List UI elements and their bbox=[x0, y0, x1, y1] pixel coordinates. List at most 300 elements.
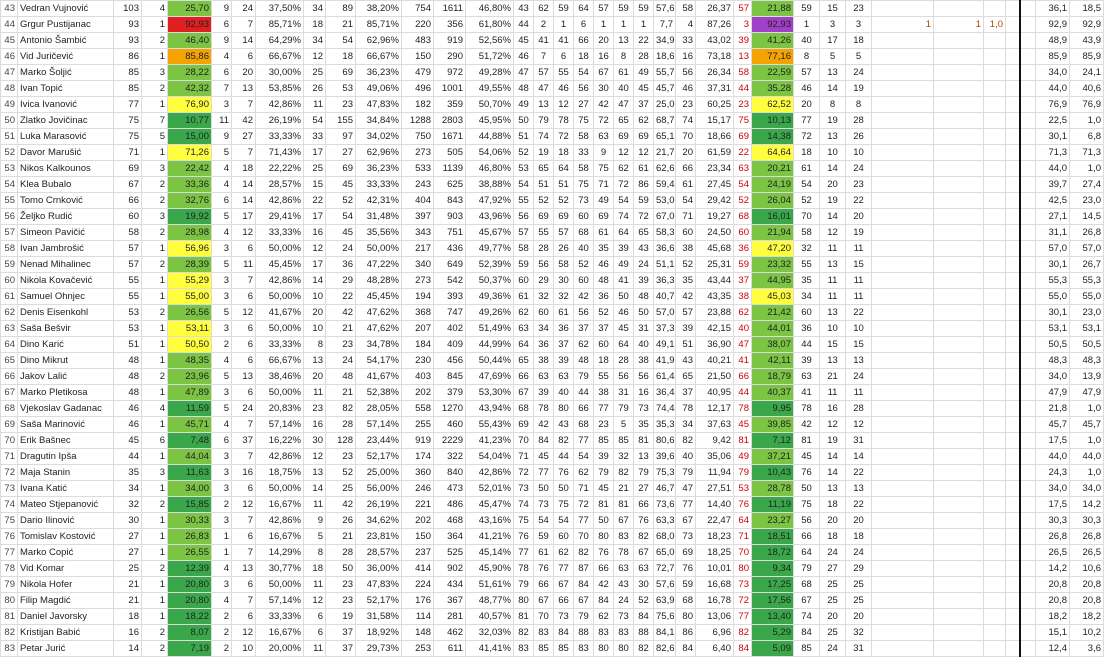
extra-rank-cell[interactable]: 78 bbox=[794, 401, 820, 417]
sets-percent-cell[interactable]: 31,58% bbox=[356, 609, 402, 625]
rank-history-cell[interactable]: 41 bbox=[614, 273, 634, 289]
sets-percent-cell[interactable]: 62,96% bbox=[356, 33, 402, 49]
rank-history-cell[interactable]: 33 bbox=[574, 145, 594, 161]
final-value-cell[interactable]: 23,0 bbox=[1070, 193, 1104, 209]
count-cell[interactable]: 1 bbox=[142, 353, 168, 369]
played-cell[interactable]: 14 bbox=[232, 177, 256, 193]
rating-rank-cell[interactable]: 47 bbox=[734, 337, 752, 353]
rating-cell[interactable]: 10,01 bbox=[696, 561, 734, 577]
count-cell[interactable]: 1 bbox=[142, 609, 168, 625]
points-cell[interactable]: 55 bbox=[114, 273, 142, 289]
points-percent-cell[interactable]: 55,43% bbox=[466, 417, 514, 433]
secondary-score-cell[interactable]: 11,19 bbox=[752, 497, 794, 513]
score-cell[interactable]: 92,93 bbox=[168, 17, 212, 33]
wins-cell[interactable]: 3 bbox=[212, 465, 232, 481]
flag-cell[interactable] bbox=[872, 513, 934, 529]
table-row[interactable] bbox=[1, 609, 1104, 625]
score-cell[interactable]: 23,96 bbox=[168, 369, 212, 385]
rank-history-cell[interactable]: 13 bbox=[634, 449, 654, 465]
points-won-cell[interactable]: 194 bbox=[402, 289, 434, 305]
rank-history-cell[interactable]: 44 bbox=[554, 449, 574, 465]
count-cell[interactable]: 2 bbox=[142, 497, 168, 513]
flag-cell[interactable] bbox=[984, 465, 1006, 481]
wins-cell[interactable]: 3 bbox=[212, 385, 232, 401]
blank-cell[interactable] bbox=[1006, 49, 1020, 65]
table-row[interactable] bbox=[1, 129, 1104, 145]
points-won-cell[interactable]: 114 bbox=[402, 609, 434, 625]
points-won-cell[interactable]: 403 bbox=[402, 369, 434, 385]
flag-cell[interactable] bbox=[934, 273, 984, 289]
table-row[interactable] bbox=[1, 337, 1104, 353]
points-cell[interactable]: 27 bbox=[114, 545, 142, 561]
sets-played-cell[interactable]: 21 bbox=[326, 529, 356, 545]
flag-cell[interactable] bbox=[872, 353, 934, 369]
played-cell[interactable]: 12 bbox=[232, 305, 256, 321]
extra-value-cell[interactable]: 13 bbox=[820, 257, 846, 273]
rank-history-cell[interactable]: 75 bbox=[574, 177, 594, 193]
player-name-cell[interactable]: Željko Rudić bbox=[18, 209, 114, 225]
rank-history-cell[interactable]: 1 bbox=[634, 17, 654, 33]
avg-position-cell[interactable]: 73 bbox=[676, 529, 696, 545]
rank-history-cell[interactable]: 54 bbox=[614, 193, 634, 209]
points-played-cell[interactable]: 843 bbox=[434, 193, 466, 209]
rating-rank-cell[interactable]: 45 bbox=[734, 417, 752, 433]
extra-rank-cell[interactable]: 32 bbox=[794, 241, 820, 257]
flag-cell[interactable] bbox=[984, 177, 1006, 193]
flag-cell[interactable] bbox=[872, 593, 934, 609]
played-cell[interactable]: 14 bbox=[232, 33, 256, 49]
extra-rank-cell[interactable]: 8 bbox=[794, 49, 820, 65]
final-value-cell[interactable]: 23,0 bbox=[1070, 305, 1104, 321]
rank-history-cell[interactable]: 18 bbox=[594, 353, 614, 369]
points-cell[interactable]: 18 bbox=[114, 609, 142, 625]
flag-cell[interactable] bbox=[934, 417, 984, 433]
rank-history-cell[interactable]: 32 bbox=[614, 449, 634, 465]
rank-cell[interactable]: 59 bbox=[1, 257, 18, 273]
rating-cell[interactable]: 18,23 bbox=[696, 529, 734, 545]
score-cell[interactable]: 7,48 bbox=[168, 433, 212, 449]
rank-history-cell[interactable]: 74 bbox=[534, 129, 554, 145]
rank-history-cell[interactable]: 61 bbox=[554, 305, 574, 321]
flag-cell[interactable] bbox=[934, 81, 984, 97]
secondary-score-cell[interactable]: 21,42 bbox=[752, 305, 794, 321]
rating-rank-cell[interactable]: 64 bbox=[734, 513, 752, 529]
secondary-score-cell[interactable]: 28,78 bbox=[752, 481, 794, 497]
rank-history-cell[interactable]: 24 bbox=[634, 257, 654, 273]
rank-history-cell[interactable]: 46 bbox=[614, 305, 634, 321]
wins-cell[interactable]: 3 bbox=[212, 321, 232, 337]
flag-cell[interactable]: 1,0 bbox=[984, 17, 1006, 33]
rank-history-cell[interactable]: 49 bbox=[594, 193, 614, 209]
rank-history-cell[interactable]: 79 bbox=[514, 577, 534, 593]
avg-position-cell[interactable]: 77 bbox=[676, 497, 696, 513]
rank-history-cell[interactable]: 79 bbox=[574, 369, 594, 385]
win-percent-cell[interactable]: 22,22% bbox=[256, 161, 304, 177]
count-cell[interactable]: 2 bbox=[142, 177, 168, 193]
rank-history-cell[interactable]: 66 bbox=[574, 33, 594, 49]
points-cell[interactable]: 58 bbox=[114, 225, 142, 241]
secondary-score-cell[interactable]: 42,11 bbox=[752, 353, 794, 369]
points-percent-cell[interactable]: 54,06% bbox=[466, 145, 514, 161]
table-row[interactable] bbox=[1, 401, 1104, 417]
rank-history-cell[interactable]: 49 bbox=[614, 257, 634, 273]
blank-cell[interactable] bbox=[1020, 241, 1036, 257]
blank-cell[interactable] bbox=[1020, 81, 1036, 97]
rank-history-cell[interactable]: 48 bbox=[634, 289, 654, 305]
rank-history-cell[interactable]: 75 bbox=[514, 513, 534, 529]
extra-value-cell[interactable]: 14 bbox=[820, 161, 846, 177]
rank-history-cell[interactable]: 81 bbox=[634, 433, 654, 449]
win-percent-cell[interactable]: 26,19% bbox=[256, 113, 304, 129]
rating-rank-cell[interactable]: 75 bbox=[734, 113, 752, 129]
extra-value-cell[interactable]: 28 bbox=[846, 401, 872, 417]
rating-cell[interactable]: 37,31 bbox=[696, 81, 734, 97]
points-cell[interactable]: 34 bbox=[114, 481, 142, 497]
rank-history-cell[interactable]: 39 bbox=[614, 241, 634, 257]
rating-rank-cell[interactable]: 22 bbox=[734, 145, 752, 161]
table-row[interactable] bbox=[1, 17, 1104, 33]
rank-history-cell[interactable]: 41 bbox=[534, 33, 554, 49]
rank-history-cell[interactable]: 69 bbox=[514, 417, 534, 433]
sets-won-cell[interactable]: 9 bbox=[304, 513, 326, 529]
rank-cell[interactable]: 70 bbox=[1, 433, 18, 449]
rank-history-cell[interactable]: 50 bbox=[634, 305, 654, 321]
played-cell[interactable]: 16 bbox=[232, 465, 256, 481]
rank-history-cell[interactable]: 54 bbox=[574, 65, 594, 81]
count-cell[interactable]: 4 bbox=[142, 1, 168, 17]
count-cell[interactable]: 1 bbox=[142, 513, 168, 529]
blank-cell[interactable] bbox=[1006, 481, 1020, 497]
extra-value-cell[interactable]: 24 bbox=[846, 545, 872, 561]
final-value-cell[interactable]: 31,1 bbox=[1036, 225, 1070, 241]
final-value-cell[interactable]: 22,5 bbox=[1036, 113, 1070, 129]
score-cell[interactable]: 10,77 bbox=[168, 113, 212, 129]
rating-rank-cell[interactable]: 62 bbox=[734, 305, 752, 321]
rank-cell[interactable]: 46 bbox=[1, 49, 18, 65]
win-percent-cell[interactable]: 33,33% bbox=[256, 225, 304, 241]
secondary-score-cell[interactable]: 77,16 bbox=[752, 49, 794, 65]
average-rank-cell[interactable]: 63,3 bbox=[654, 513, 676, 529]
player-name-cell[interactable]: Klea Bubalo bbox=[18, 177, 114, 193]
rank-history-cell[interactable]: 48 bbox=[594, 273, 614, 289]
points-percent-cell[interactable]: 32,03% bbox=[466, 625, 514, 641]
sets-percent-cell[interactable]: 50,00% bbox=[356, 241, 402, 257]
avg-position-cell[interactable]: 76 bbox=[676, 561, 696, 577]
average-rank-cell[interactable]: 55,7 bbox=[654, 65, 676, 81]
points-won-cell[interactable]: 148 bbox=[402, 625, 434, 641]
final-value-cell[interactable]: 26,8 bbox=[1070, 225, 1104, 241]
sets-percent-cell[interactable]: 34,02% bbox=[356, 129, 402, 145]
points-won-cell[interactable]: 150 bbox=[402, 49, 434, 65]
rank-history-cell[interactable]: 59 bbox=[634, 1, 654, 17]
points-cell[interactable]: 14 bbox=[114, 641, 142, 657]
extra-rank-cell[interactable]: 77 bbox=[794, 113, 820, 129]
final-value-cell[interactable]: 45,7 bbox=[1036, 417, 1070, 433]
win-percent-cell[interactable]: 50,00% bbox=[256, 241, 304, 257]
table-row[interactable] bbox=[1, 65, 1104, 81]
score-cell[interactable]: 8,07 bbox=[168, 625, 212, 641]
average-rank-cell[interactable]: 84,1 bbox=[654, 625, 676, 641]
rank-cell[interactable]: 57 bbox=[1, 225, 18, 241]
sets-played-cell[interactable]: 89 bbox=[326, 1, 356, 17]
points-percent-cell[interactable]: 41,21% bbox=[466, 529, 514, 545]
final-value-cell[interactable]: 50,5 bbox=[1036, 337, 1070, 353]
extra-rank-cell[interactable]: 72 bbox=[794, 129, 820, 145]
rank-history-cell[interactable]: 75 bbox=[574, 113, 594, 129]
rank-cell[interactable]: 76 bbox=[1, 529, 18, 545]
rank-history-cell[interactable]: 76 bbox=[514, 529, 534, 545]
win-percent-cell[interactable]: 42,86% bbox=[256, 97, 304, 113]
win-percent-cell[interactable]: 66,67% bbox=[256, 49, 304, 65]
blank-cell[interactable] bbox=[1020, 433, 1036, 449]
final-value-cell[interactable]: 12,4 bbox=[1036, 641, 1070, 657]
rank-history-cell[interactable]: 83 bbox=[534, 625, 554, 641]
rank-cell[interactable]: 66 bbox=[1, 369, 18, 385]
rank-history-cell[interactable]: 6 bbox=[574, 17, 594, 33]
flag-cell[interactable] bbox=[984, 641, 1006, 657]
blank-cell[interactable] bbox=[1020, 273, 1036, 289]
rank-history-cell[interactable]: 45 bbox=[594, 481, 614, 497]
sets-percent-cell[interactable]: 45,45% bbox=[356, 289, 402, 305]
flag-cell[interactable] bbox=[984, 145, 1006, 161]
rank-history-cell[interactable]: 76 bbox=[534, 561, 554, 577]
rank-history-cell[interactable]: 45 bbox=[634, 81, 654, 97]
sets-percent-cell[interactable]: 31,48% bbox=[356, 209, 402, 225]
rating-rank-cell[interactable]: 66 bbox=[734, 369, 752, 385]
flag-cell[interactable] bbox=[872, 257, 934, 273]
rank-history-cell[interactable]: 76 bbox=[554, 465, 574, 481]
points-cell[interactable]: 53 bbox=[114, 305, 142, 321]
wins-cell[interactable]: 4 bbox=[212, 593, 232, 609]
avg-position-cell[interactable]: 65 bbox=[676, 369, 696, 385]
wins-cell[interactable]: 4 bbox=[212, 177, 232, 193]
rank-history-cell[interactable]: 57 bbox=[514, 225, 534, 241]
final-value-cell[interactable]: 40,6 bbox=[1070, 81, 1104, 97]
blank-cell[interactable] bbox=[1020, 513, 1036, 529]
sets-percent-cell[interactable]: 56,00% bbox=[356, 481, 402, 497]
rank-history-cell[interactable]: 62 bbox=[594, 609, 614, 625]
points-won-cell[interactable]: 368 bbox=[402, 305, 434, 321]
played-cell[interactable]: 6 bbox=[232, 481, 256, 497]
average-rank-cell[interactable]: 49,1 bbox=[654, 337, 676, 353]
rank-history-cell[interactable]: 80 bbox=[554, 401, 574, 417]
rank-history-cell[interactable]: 65 bbox=[534, 161, 554, 177]
avg-position-cell[interactable]: 78 bbox=[676, 401, 696, 417]
rank-history-cell[interactable]: 83 bbox=[594, 625, 614, 641]
blank-cell[interactable] bbox=[1020, 337, 1036, 353]
final-value-cell[interactable]: 27,1 bbox=[1036, 209, 1070, 225]
points-played-cell[interactable]: 460 bbox=[434, 417, 466, 433]
rank-history-cell[interactable]: 7 bbox=[534, 49, 554, 65]
rank-history-cell[interactable]: 71 bbox=[514, 449, 534, 465]
player-name-cell[interactable]: Ivica Ivanović bbox=[18, 97, 114, 113]
player-name-cell[interactable]: Dario Ilinović bbox=[18, 513, 114, 529]
flag-cell[interactable] bbox=[934, 33, 984, 49]
rank-history-cell[interactable]: 79 bbox=[574, 609, 594, 625]
win-percent-cell[interactable]: 16,67% bbox=[256, 625, 304, 641]
points-percent-cell[interactable]: 40,57% bbox=[466, 609, 514, 625]
blank-cell[interactable] bbox=[1006, 353, 1020, 369]
player-name-cell[interactable]: Jakov Lalić bbox=[18, 369, 114, 385]
rating-cell[interactable]: 9,42 bbox=[696, 433, 734, 449]
table-row[interactable] bbox=[1, 81, 1104, 97]
extra-rank-cell[interactable]: 67 bbox=[794, 593, 820, 609]
rating-cell[interactable]: 43,35 bbox=[696, 289, 734, 305]
sets-won-cell[interactable]: 17 bbox=[304, 209, 326, 225]
rank-history-cell[interactable]: 83 bbox=[514, 641, 534, 657]
rank-history-cell[interactable]: 19 bbox=[534, 145, 554, 161]
played-cell[interactable]: 7 bbox=[232, 417, 256, 433]
rank-history-cell[interactable]: 49 bbox=[514, 97, 534, 113]
table-row[interactable] bbox=[1, 481, 1104, 497]
rank-history-cell[interactable]: 42 bbox=[594, 97, 614, 113]
rank-history-cell[interactable]: 78 bbox=[534, 401, 554, 417]
rank-history-cell[interactable]: 62 bbox=[574, 465, 594, 481]
rank-history-cell[interactable]: 40 bbox=[554, 385, 574, 401]
blank-cell[interactable] bbox=[1006, 609, 1020, 625]
rank-history-cell[interactable]: 74 bbox=[614, 209, 634, 225]
rank-history-cell[interactable]: 29 bbox=[534, 273, 554, 289]
flag-cell[interactable] bbox=[984, 529, 1006, 545]
table-row[interactable] bbox=[1, 433, 1104, 449]
rating-cell[interactable]: 40,21 bbox=[696, 353, 734, 369]
sets-played-cell[interactable]: 21 bbox=[326, 321, 356, 337]
sets-won-cell[interactable]: 54 bbox=[304, 113, 326, 129]
table-row[interactable] bbox=[1, 545, 1104, 561]
win-percent-cell[interactable]: 28,57% bbox=[256, 177, 304, 193]
flag-cell[interactable] bbox=[934, 65, 984, 81]
extra-rank-cell[interactable]: 1 bbox=[794, 17, 820, 33]
sets-percent-cell[interactable]: 38,20% bbox=[356, 1, 402, 17]
flag-cell[interactable] bbox=[872, 289, 934, 305]
rating-rank-cell[interactable]: 81 bbox=[734, 433, 752, 449]
flag-cell[interactable] bbox=[872, 545, 934, 561]
win-percent-cell[interactable]: 29,41% bbox=[256, 209, 304, 225]
rank-history-cell[interactable]: 77 bbox=[534, 465, 554, 481]
extra-rank-cell[interactable]: 59 bbox=[794, 1, 820, 17]
rank-history-cell[interactable]: 78 bbox=[514, 561, 534, 577]
rank-history-cell[interactable]: 50 bbox=[534, 481, 554, 497]
score-cell[interactable]: 76,90 bbox=[168, 97, 212, 113]
sets-played-cell[interactable]: 23 bbox=[326, 337, 356, 353]
flag-cell[interactable] bbox=[934, 177, 984, 193]
average-rank-cell[interactable]: 63,9 bbox=[654, 593, 676, 609]
win-percent-cell[interactable]: 41,67% bbox=[256, 305, 304, 321]
blank-cell[interactable] bbox=[1020, 257, 1036, 273]
points-won-cell[interactable]: 221 bbox=[402, 497, 434, 513]
score-cell[interactable]: 22,42 bbox=[168, 161, 212, 177]
blank-cell[interactable] bbox=[1006, 465, 1020, 481]
rank-history-cell[interactable]: 52 bbox=[634, 593, 654, 609]
sets-played-cell[interactable]: 22 bbox=[326, 289, 356, 305]
secondary-score-cell[interactable]: 38,07 bbox=[752, 337, 794, 353]
sets-percent-cell[interactable]: 41,67% bbox=[356, 369, 402, 385]
count-cell[interactable]: 3 bbox=[142, 465, 168, 481]
final-value-cell[interactable]: 20,8 bbox=[1070, 593, 1104, 609]
rating-rank-cell[interactable]: 73 bbox=[734, 577, 752, 593]
final-value-cell[interactable]: 17,5 bbox=[1036, 433, 1070, 449]
final-value-cell[interactable]: 3,6 bbox=[1070, 641, 1104, 657]
extra-value-cell[interactable]: 13 bbox=[820, 481, 846, 497]
score-cell[interactable]: 55,29 bbox=[168, 273, 212, 289]
player-name-cell[interactable]: Saša Marinović bbox=[18, 417, 114, 433]
played-cell[interactable]: 6 bbox=[232, 577, 256, 593]
secondary-score-cell[interactable]: 9,34 bbox=[752, 561, 794, 577]
flag-cell[interactable] bbox=[872, 1, 934, 17]
sets-won-cell[interactable]: 34 bbox=[304, 1, 326, 17]
rank-history-cell[interactable]: 65 bbox=[634, 225, 654, 241]
extra-value-cell[interactable]: 19 bbox=[820, 433, 846, 449]
final-value-cell[interactable]: 53,1 bbox=[1070, 321, 1104, 337]
points-played-cell[interactable]: 379 bbox=[434, 385, 466, 401]
rank-history-cell[interactable]: 58 bbox=[554, 257, 574, 273]
rank-history-cell[interactable]: 61 bbox=[594, 225, 614, 241]
score-cell[interactable]: 28,22 bbox=[168, 65, 212, 81]
sets-won-cell[interactable]: 15 bbox=[304, 177, 326, 193]
avg-position-cell[interactable]: 42 bbox=[676, 289, 696, 305]
wins-cell[interactable]: 3 bbox=[212, 273, 232, 289]
rating-rank-cell[interactable]: 40 bbox=[734, 321, 752, 337]
sets-percent-cell[interactable]: 35,56% bbox=[356, 225, 402, 241]
extra-value-cell[interactable]: 25 bbox=[846, 593, 872, 609]
blank-cell[interactable] bbox=[1006, 337, 1020, 353]
sets-won-cell[interactable]: 22 bbox=[304, 193, 326, 209]
sets-played-cell[interactable]: 19 bbox=[326, 609, 356, 625]
win-percent-cell[interactable]: 16,67% bbox=[256, 497, 304, 513]
points-cell[interactable]: 93 bbox=[114, 33, 142, 49]
rank-history-cell[interactable]: 35 bbox=[594, 241, 614, 257]
played-cell[interactable]: 7 bbox=[232, 145, 256, 161]
rank-cell[interactable]: 43 bbox=[1, 1, 18, 17]
points-percent-cell[interactable]: 52,56% bbox=[466, 33, 514, 49]
sets-won-cell[interactable]: 14 bbox=[304, 481, 326, 497]
count-cell[interactable]: 3 bbox=[142, 161, 168, 177]
wins-cell[interactable]: 2 bbox=[212, 641, 232, 657]
rating-cell[interactable]: 18,25 bbox=[696, 545, 734, 561]
table-row[interactable] bbox=[1, 145, 1104, 161]
rank-history-cell[interactable]: 47 bbox=[514, 65, 534, 81]
points-percent-cell[interactable]: 47,92% bbox=[466, 193, 514, 209]
rank-cell[interactable]: 55 bbox=[1, 193, 18, 209]
final-value-cell[interactable]: 6,8 bbox=[1070, 129, 1104, 145]
extra-value-cell[interactable]: 11 bbox=[846, 273, 872, 289]
flag-cell[interactable] bbox=[872, 209, 934, 225]
points-won-cell[interactable]: 496 bbox=[402, 81, 434, 97]
flag-cell[interactable] bbox=[984, 625, 1006, 641]
rating-cell[interactable]: 43,02 bbox=[696, 33, 734, 49]
count-cell[interactable]: 2 bbox=[142, 305, 168, 321]
rating-rank-cell[interactable]: 49 bbox=[734, 449, 752, 465]
rank-history-cell[interactable]: 40 bbox=[634, 337, 654, 353]
sets-played-cell[interactable]: 69 bbox=[326, 65, 356, 81]
points-won-cell[interactable]: 558 bbox=[402, 401, 434, 417]
played-cell[interactable]: 6 bbox=[232, 241, 256, 257]
points-played-cell[interactable]: 364 bbox=[434, 529, 466, 545]
extra-value-cell[interactable]: 28 bbox=[846, 113, 872, 129]
player-name-cell[interactable]: Nikos Kalkounos bbox=[18, 161, 114, 177]
rating-rank-cell[interactable]: 36 bbox=[734, 241, 752, 257]
win-percent-cell[interactable]: 33,33% bbox=[256, 129, 304, 145]
points-cell[interactable]: 85 bbox=[114, 81, 142, 97]
win-percent-cell[interactable]: 50,00% bbox=[256, 577, 304, 593]
blank-cell[interactable] bbox=[1020, 385, 1036, 401]
count-cell[interactable]: 1 bbox=[142, 49, 168, 65]
count-cell[interactable]: 1 bbox=[142, 337, 168, 353]
table-row[interactable] bbox=[1, 273, 1104, 289]
rank-history-cell[interactable]: 34 bbox=[534, 321, 554, 337]
secondary-score-cell[interactable]: 47,20 bbox=[752, 241, 794, 257]
rank-history-cell[interactable]: 41 bbox=[554, 33, 574, 49]
